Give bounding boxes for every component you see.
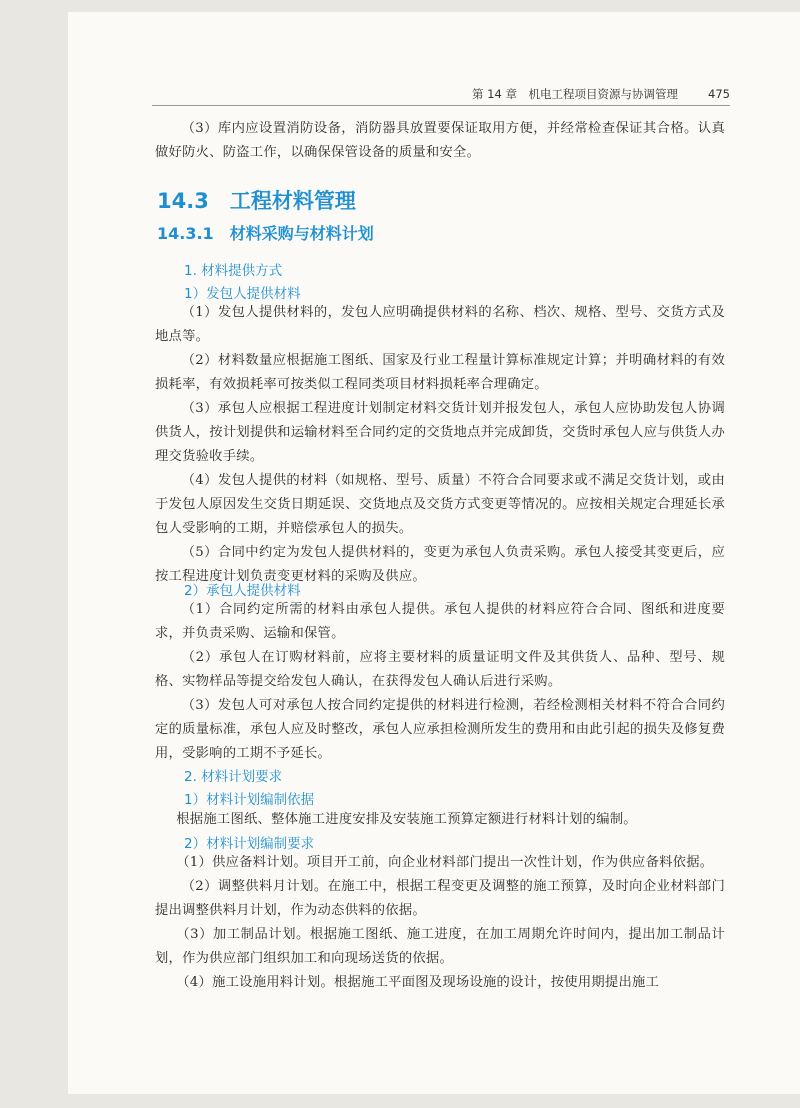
paragraph: （3）加工制品计划。根据施工图纸、施工进度，在加工周期允许时间内，提出加工制品计划，作为供应部门组织加工和向现场送货的依据。 bbox=[155, 927, 725, 966]
subsection-title: 14.3.1 材料采购与材料计划 bbox=[157, 224, 374, 243]
paragraph: （1）供应备料计划。项目开工前，向企业材料部门提出一次性计划，作为供应备料依据。 bbox=[176, 855, 714, 870]
part2-sub1-block bbox=[155, 808, 725, 832]
paragraph: （2）承包人在订购材料前，应将主要材料的质量证明文件及其供货人、品种、型号、规格、实物样品等提交给发包人确认，在获得发包人确认后进行采购。 bbox=[155, 650, 725, 689]
paragraph: （3）承包人应根据工程进度计划制定材料交货计划并报发包人，承包人应协助发包人协调供货人，按计划提供和运输材料至合同约定的交货地点并完成卸货，交货时承包人应与供货人办理交货验收手续。 bbox=[155, 401, 725, 464]
intro-block bbox=[155, 117, 725, 165]
part1-heading: 1. 材料提供方式 bbox=[184, 263, 283, 279]
page-number: 475 bbox=[708, 87, 730, 101]
paragraph: （2）调整供料月计划。在施工中，根据工程变更及调整的施工预算，及时向企业材料部门提出调整供料月计划，作为动态供料的依据。 bbox=[155, 879, 725, 918]
part1-sub1-block bbox=[155, 301, 725, 589]
part2-sub1-heading: 1）材料计划编制依据 bbox=[184, 792, 315, 808]
chapter-title: 第 14 章 机电工程项目资源与协调管理 bbox=[472, 87, 678, 101]
header-rule bbox=[152, 105, 730, 106]
part2-sub2-heading: 2）材料计划编制要求 bbox=[184, 836, 315, 852]
paragraph: （5）合同中约定为发包人提供材料的，变更为承包人负责采购。承包人接受其变更后，应按工程进度计划负责变更材料的采购及供应。 bbox=[155, 545, 725, 584]
part1-sub2-heading: 2）承包人提供材料 bbox=[184, 583, 301, 599]
paragraph: （1）发包人提供材料的，发包人应明确提供材料的名称、档次、规格、型号、交货方式及地点等。 bbox=[155, 305, 725, 344]
paragraph: （3）发包人可对承包人按合同约定提供的材料进行检测，若经检测相关材料不符合合同约定的质量标准，承包人应及时整改，承包人应承担检测所发生的费用和由此引起的损失及修复费用，受影响的工期不予延长。 bbox=[155, 698, 725, 761]
paragraph: （1）合同约定所需的材料由承包人提供。承包人提供的材料应符合合同、图纸和进度要求，并负责采购、运输和保管。 bbox=[155, 602, 725, 641]
paragraph: 根据施工图纸、整体施工进度安排及安装施工预算定额进行材料计划的编制。 bbox=[176, 812, 637, 827]
paragraph: （4）发包人提供的材料（如规格、型号、质量）不符合合同要求或不满足交货计划，或由于发包人原因发生交货日期延误、交货地点及交货方式变更等情况的。应按相关规定合理延长承包人受影响的工期，并赔偿承包人的损失。 bbox=[155, 473, 725, 536]
section-title: 14.3 工程材料管理 bbox=[157, 189, 356, 213]
running-header bbox=[472, 85, 730, 103]
part1-sub1-heading: 1）发包人提供材料 bbox=[184, 286, 301, 302]
part1-sub2-block bbox=[155, 598, 725, 766]
part2-heading: 2. 材料计划要求 bbox=[184, 769, 283, 785]
paragraph: （4）施工设施用料计划。根据施工平面图及现场设施的设计，按使用期提出施工 bbox=[176, 975, 660, 990]
part2-sub2-block bbox=[155, 851, 725, 995]
paragraph: （2）材料数量应根据施工图纸、国家及行业工程量计算标准规定计算；并明确材料的有效损耗率，有效损耗率可按类似工程同类项目材料损耗率合理确定。 bbox=[155, 353, 725, 392]
paragraph: （3）库内应设置消防设备，消防器具放置要保证取用方便，并经常检查保证其合格。认真做好防火、防盗工作，以确保保管设备的质量和安全。 bbox=[155, 121, 725, 160]
